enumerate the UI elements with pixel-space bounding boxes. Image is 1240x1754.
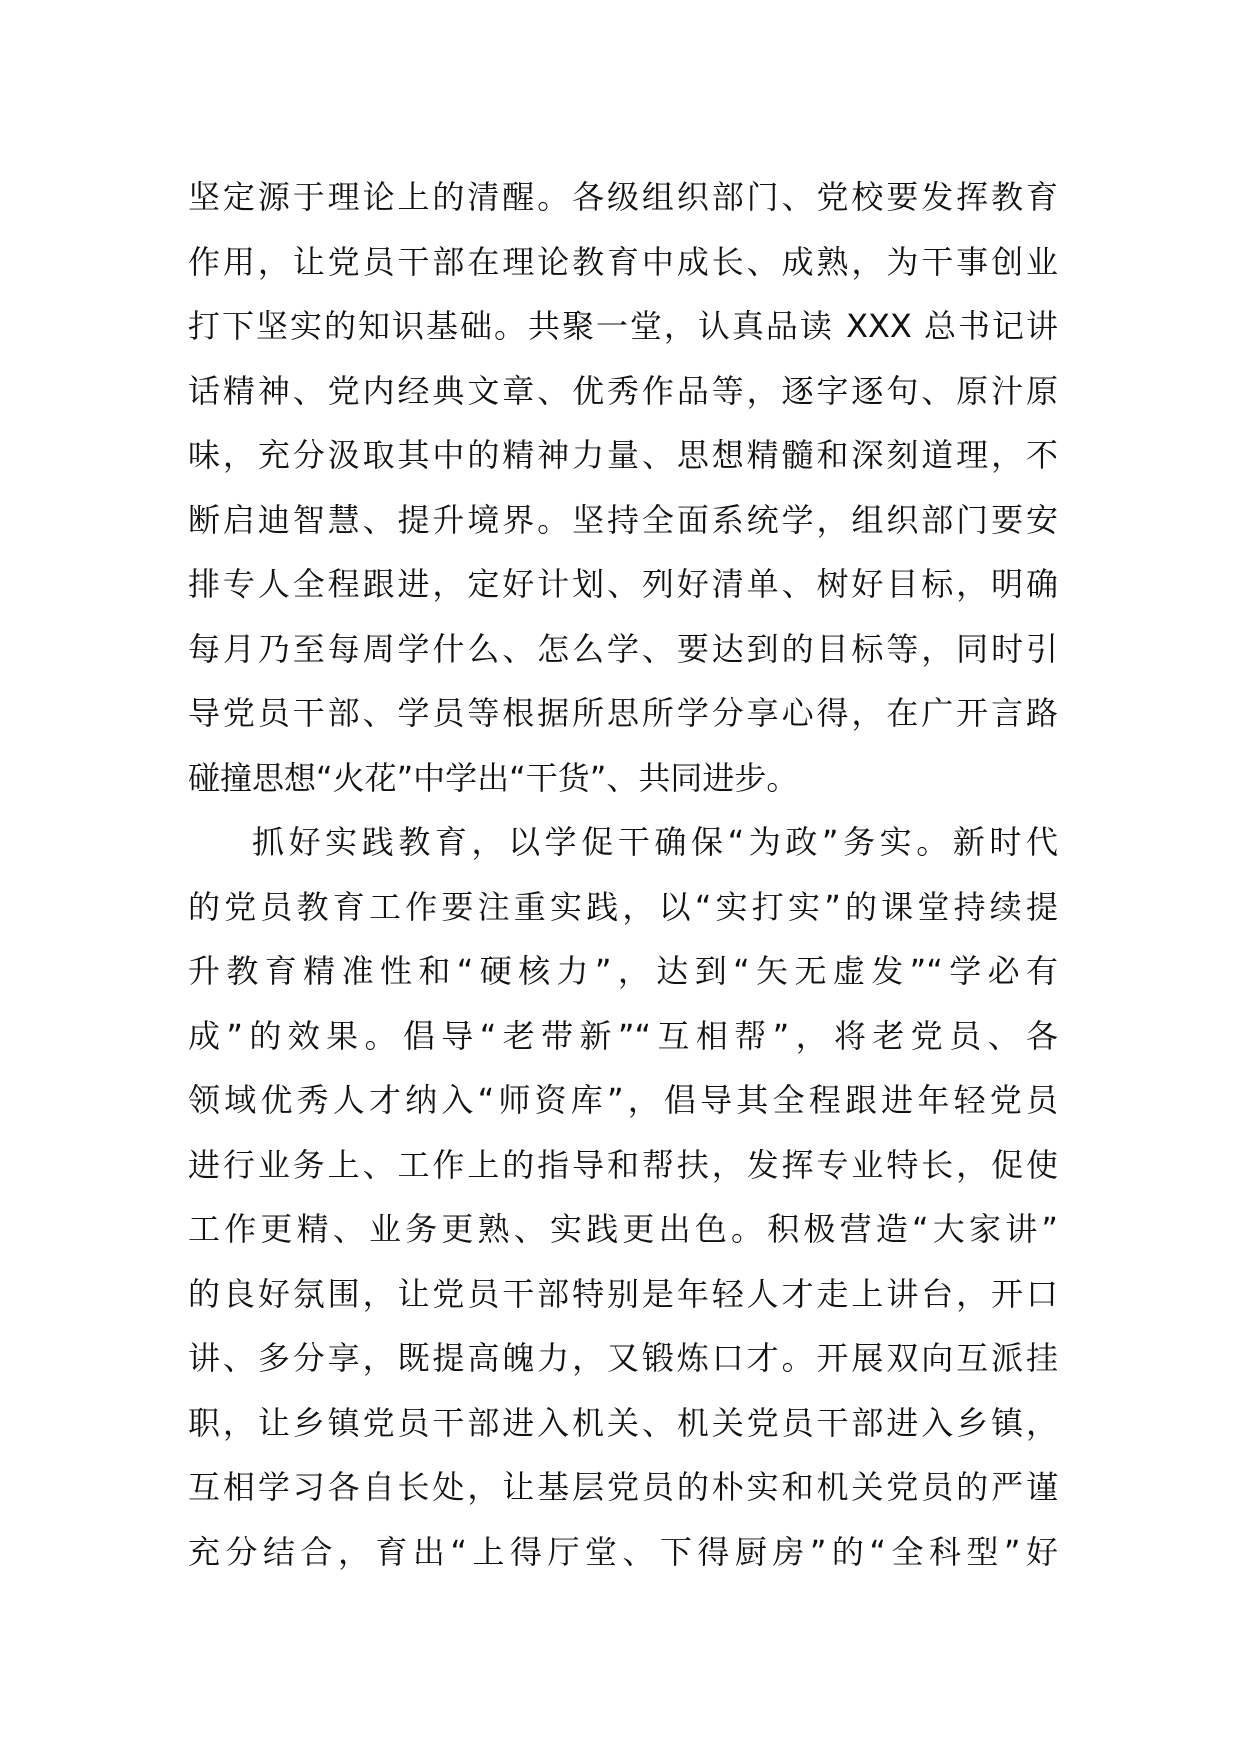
text-line: 抓好实践教育，以学促干确保“为政”务实。新时代 [252, 823, 1058, 861]
text-line: 碰撞思想“火花”中学出“干货”、共同进步。 [188, 758, 799, 797]
text-line: 每月乃至每周学什么、怎么学、要达到的目标等，同时引 [188, 629, 1058, 668]
text-line: 话精神、党内经典文章、优秀作品等，逐字逐句、原汁原 [188, 371, 1058, 410]
text-line: 断启迪智慧、提升境界。坚持全面系统学，组织部门要安 [188, 500, 1058, 539]
text-line: 工作更精、业务更熟、实践更出色。积极营造“大家讲” [188, 1210, 1058, 1248]
text-line: 打下坚实的知识基础。共聚一堂，认真品读 XXX 总书记讲 [188, 307, 1058, 345]
text-line: 充分结合，育出“上得厅堂、下得厨房”的“全科型”好 [188, 1532, 1058, 1571]
text-line: 成”的效果。倡导“老带新”“互相帮”，将老党员、各 [188, 1016, 1058, 1055]
text-line: 职，让乡镇党员干部进入机关、机关党员干部进入乡镇， [188, 1403, 1058, 1442]
text-line: 互相学习各自长处，让基层党员的朴实和机关党员的严谨 [188, 1468, 1058, 1506]
document-body [188, 165, 1058, 1584]
paragraph-1 [188, 165, 1058, 810]
text-line: 讲、多分享，既提高魄力，又锻炼口才。开展双向互派挂 [188, 1339, 1058, 1377]
text-line: 味，充分汲取其中的精神力量、思想精髓和深刻道理，不 [188, 436, 1058, 474]
text-line: 作用，让党员干部在理论教育中成长、成熟，为干事创业 [188, 242, 1058, 281]
text-line: 升教育精准性和“硬核力”，达到“矢无虚发”“学必有 [188, 952, 1058, 990]
text-line: 进行业务上、工作上的指导和帮扶，发挥专业特长，促使 [188, 1145, 1058, 1184]
text-line: 的良好氛围，让党员干部特别是年轻人才走上讲台，开口 [188, 1274, 1058, 1313]
text-line: 的党员教育工作要注重实践，以“实打实”的课堂持续提 [188, 887, 1058, 926]
text-line: 坚定源于理论上的清醒。各级组织部门、党校要发挥教育 [188, 178, 1058, 216]
text-line: 领域优秀人才纳入“师资库”，倡导其全程跟进年轻党员 [188, 1081, 1058, 1119]
paragraph-2 [188, 810, 1058, 1584]
text-line: 导党员干部、学员等根据所思所学分享心得，在广开言路 [188, 694, 1058, 732]
text-line: 排专人全程跟进，定好计划、列好清单、树好目标，明确 [188, 565, 1058, 603]
